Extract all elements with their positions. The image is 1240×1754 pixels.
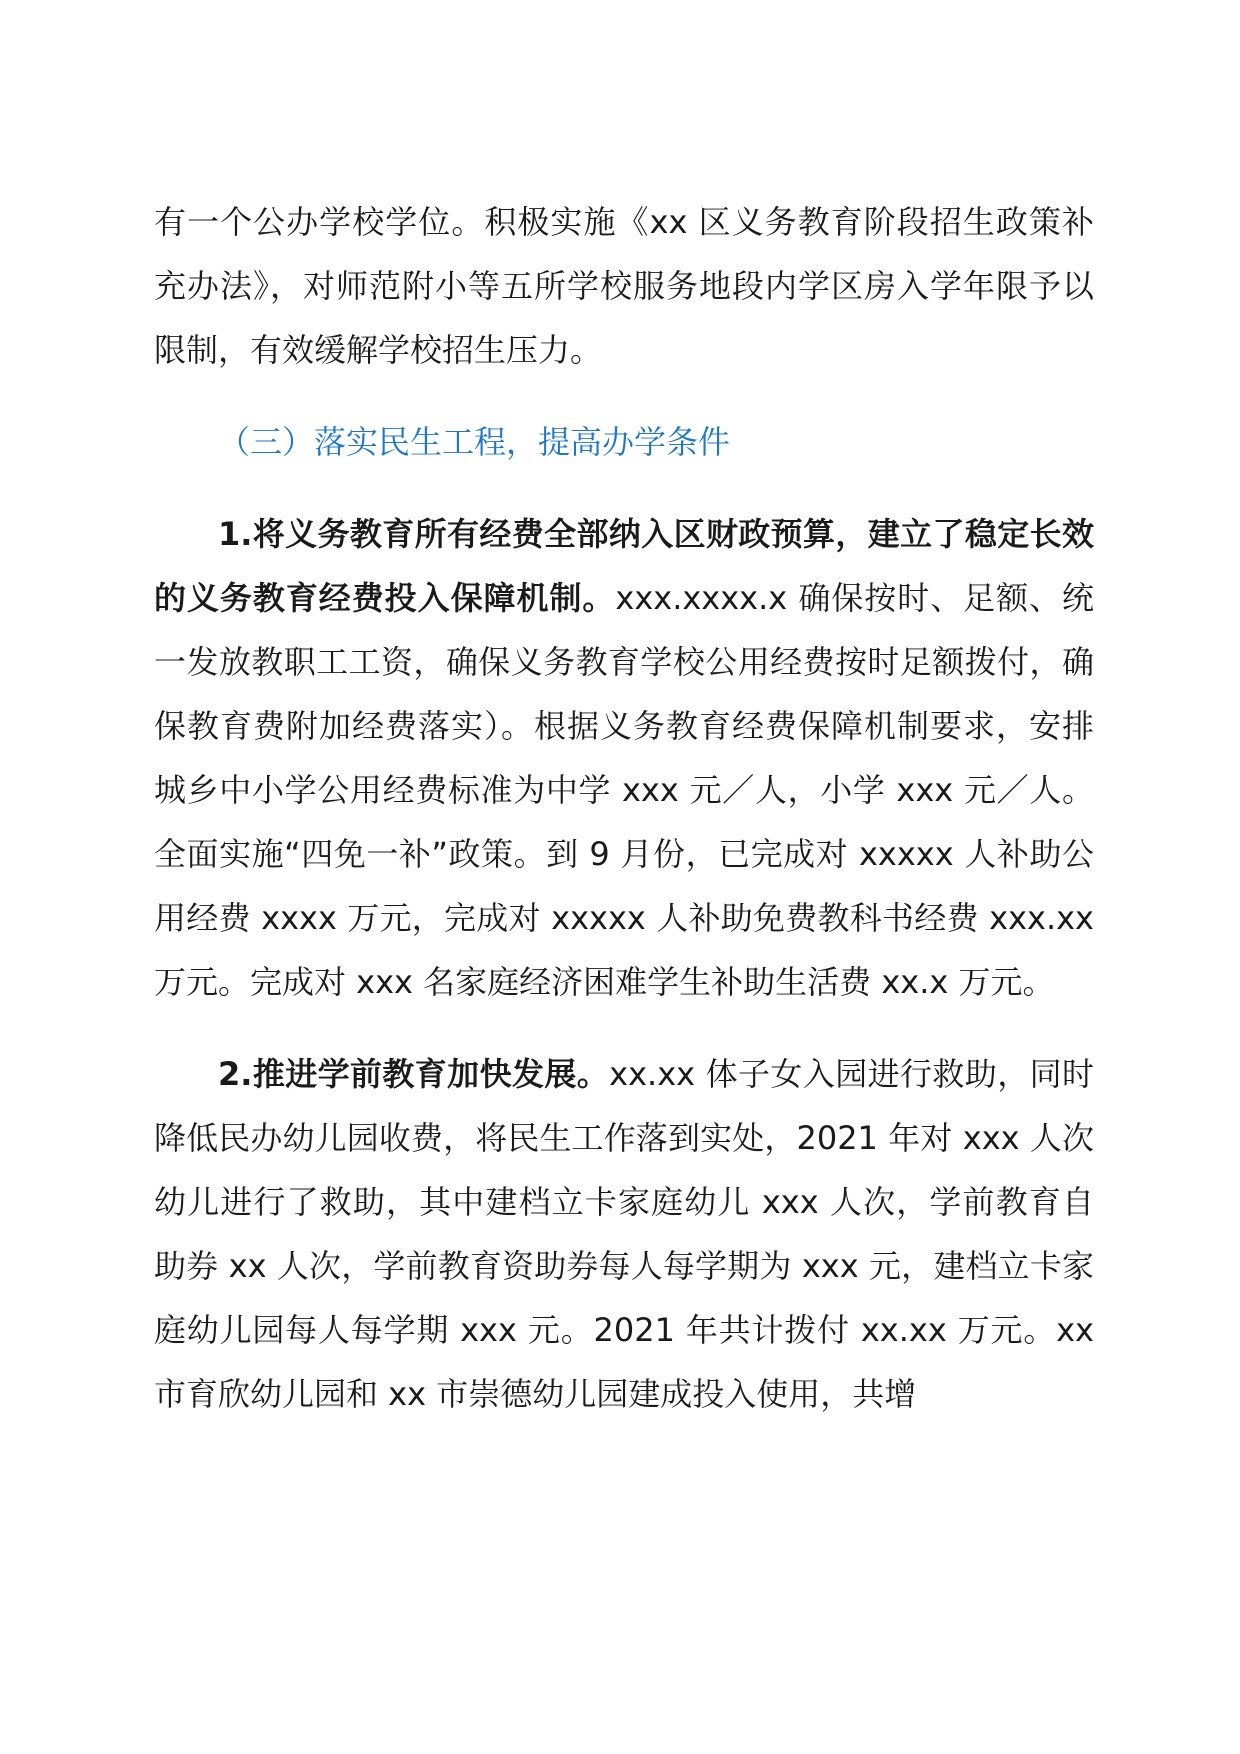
document-page bbox=[154, 190, 1094, 1454]
item-1-bold-lead: 1.将义务教育所有经费全部纳入区财政预算，建立了稳定长效的义务教育经费投入保障机制。 bbox=[154, 515, 1094, 617]
item-1-text: xxx.xxxx.x 确保按时、足额、统一发放教职工工资，确保义务教育学校公用经费按时足额拨付，确保教育费附加经费落实）。根据义务教育经费保障机制要求，安排城乡中小学公用经费标准为中学 xxx 元／人，小学 xxx 元／人。全面实施“四免一补”政策。到 9 月份，已完成对 xxxxx 人补助公用经费 xxxx 万元，完成对 xxxxx 人补助免费教科书经费 xxx.xx 万元。完成对 xxx 名家庭经济困难学生补助生活费 xx.x 万元。 bbox=[154, 579, 1094, 1001]
item-1-paragraph bbox=[154, 502, 1094, 1014]
item-2-bold-lead: 2.推进学前教育加快发展。 bbox=[218, 1055, 610, 1093]
item-2-text: xx.xx 体子女入园进行救助，同时降低民办幼儿园收费，将民生工作落到实处，2021 年对 xxx 人次幼儿进行了救助，其中建档立卡家庭幼儿 xxx 人次，学前教育自助券 xx 人次，学前教育资助券每人每学期为 xxx 元，建档立卡家庭幼儿园每人每学期 xxx 元。2021 年共计拨付 xx.xx 万元。xx 市育欣幼儿园和 xx 市崇德幼儿园建成投入使用，共增 bbox=[154, 1055, 1094, 1413]
paragraph-continued: 有一个公办学校学位。积极实施《xx 区义务教育阶段招生政策补充办法》，对师范附小等五所学校服务地段内学区房入学年限予以限制，有效缓解学校招生压力。 bbox=[154, 203, 1094, 369]
section-heading: （三）落实民生工程，提高办学条件 bbox=[218, 423, 731, 461]
item-2-paragraph bbox=[154, 1042, 1094, 1426]
